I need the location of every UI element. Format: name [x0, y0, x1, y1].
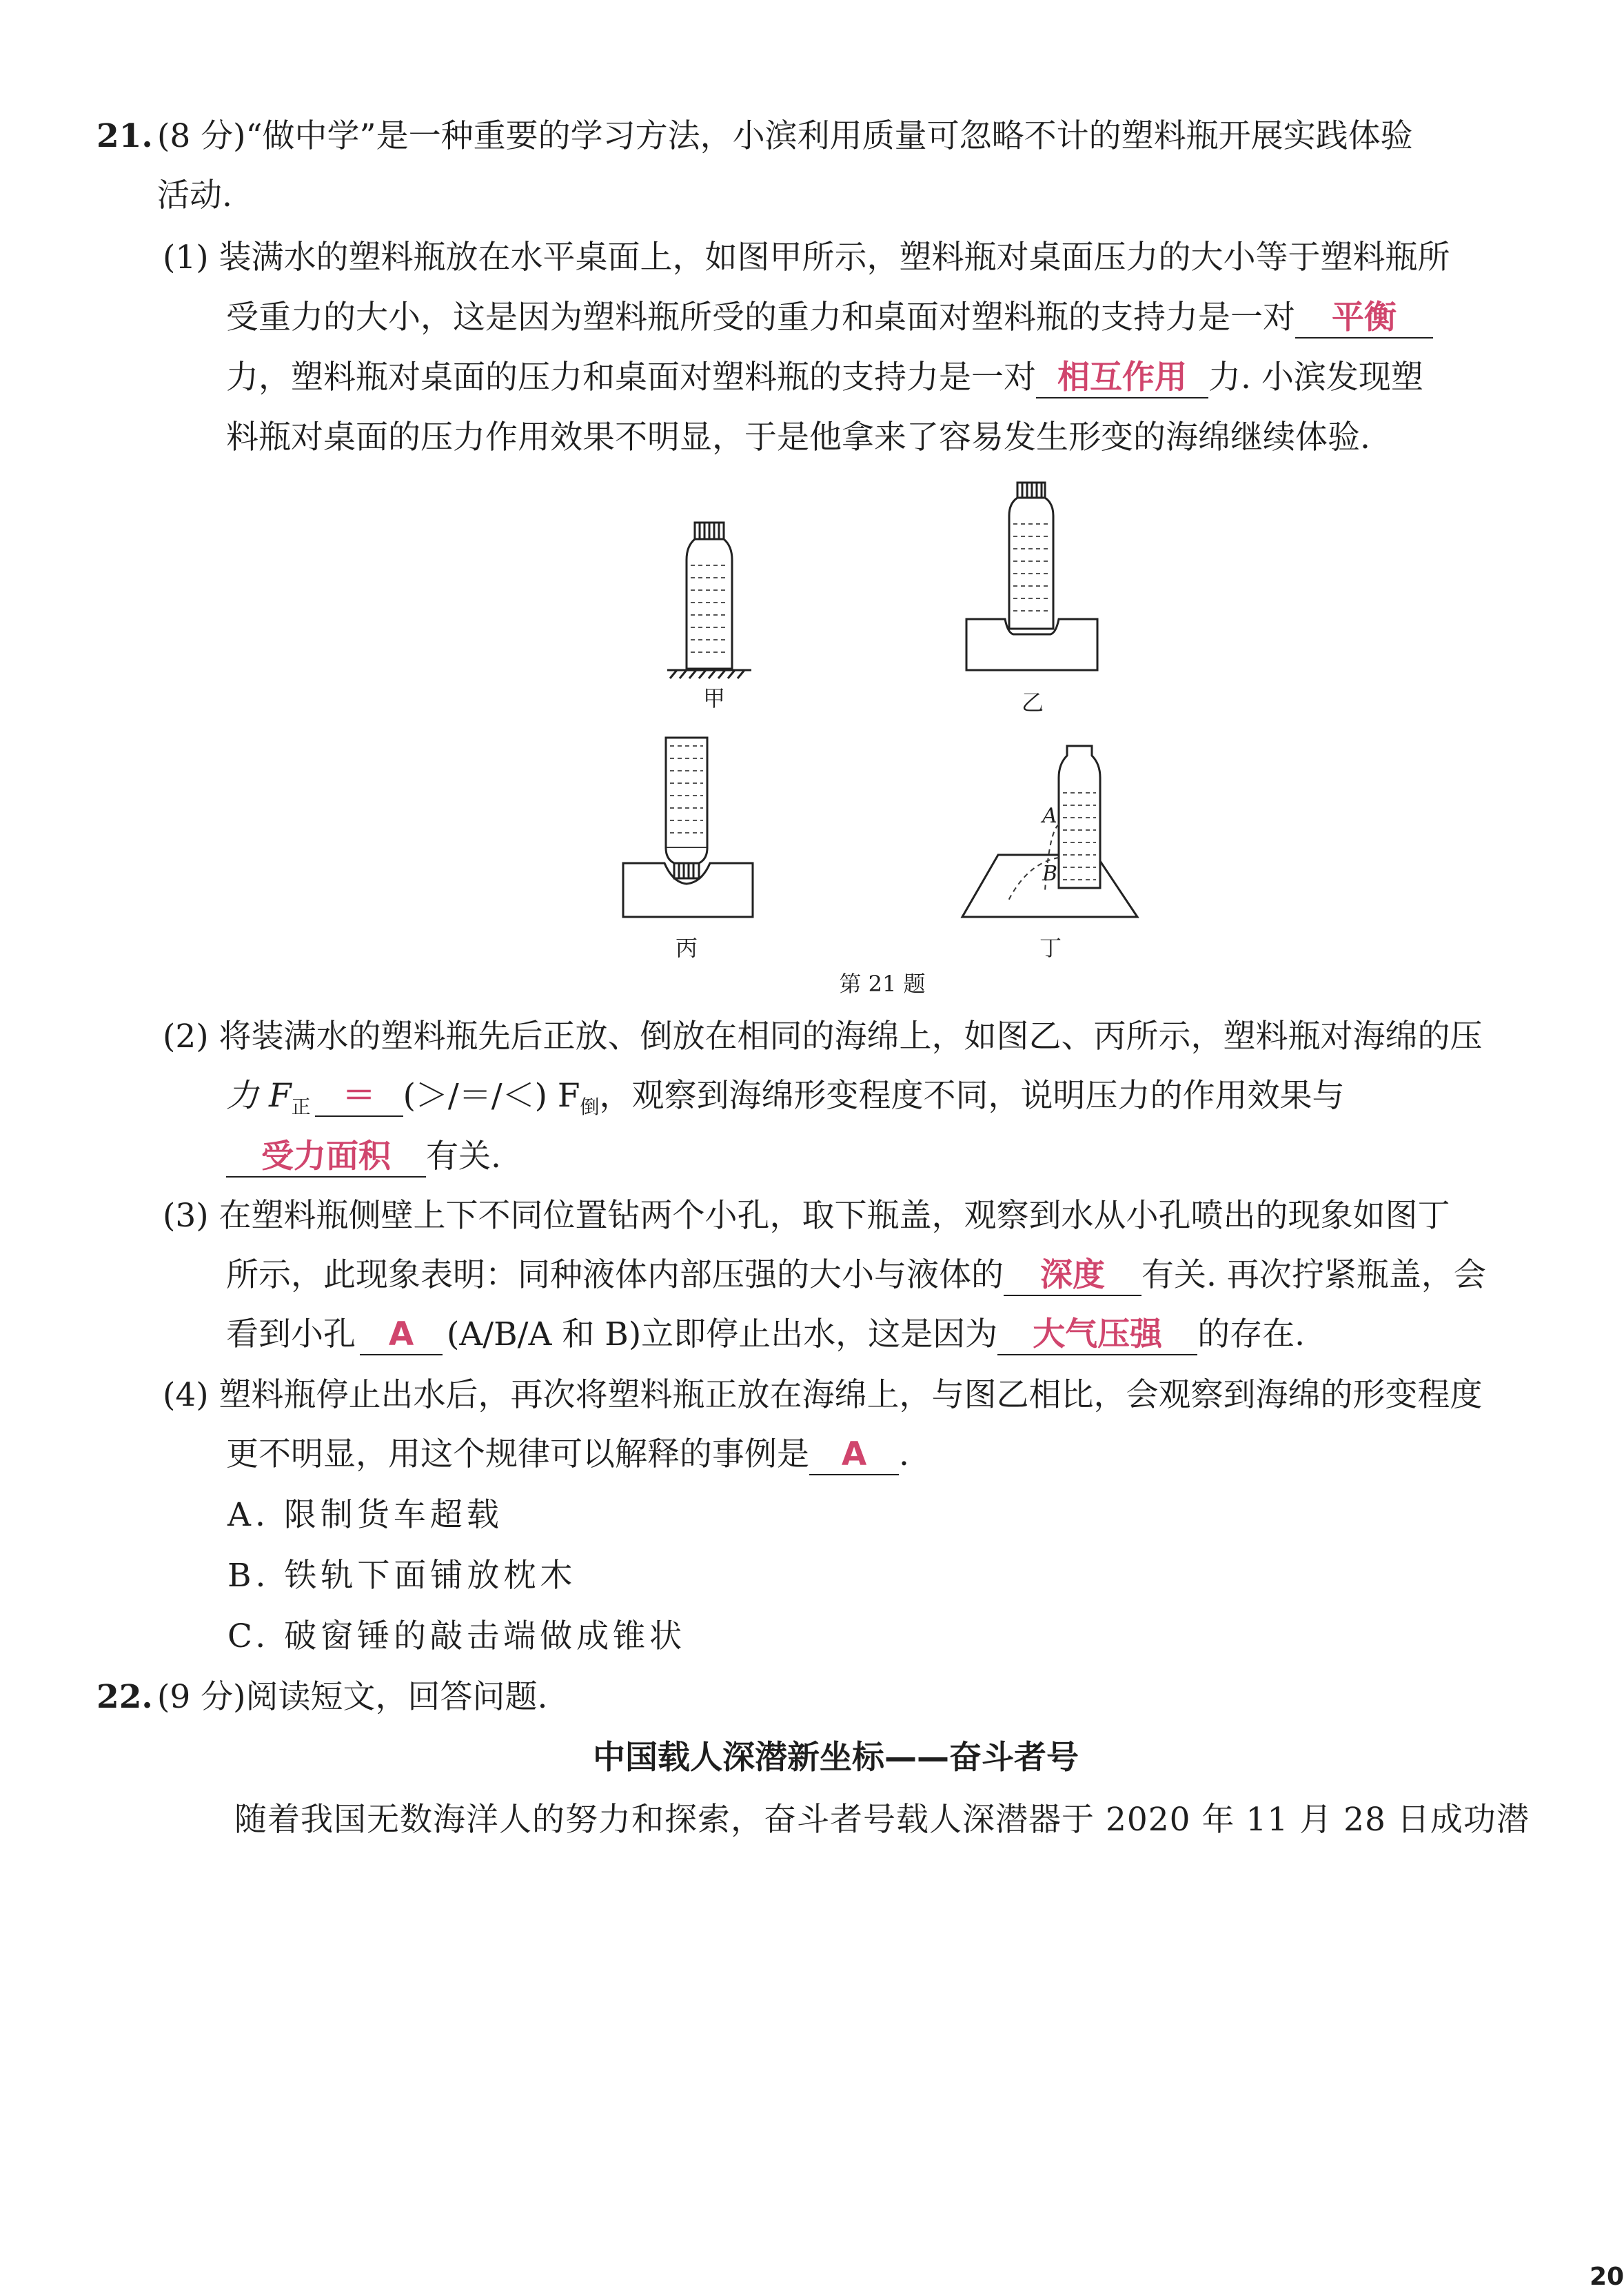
answer-blank-7: 大气压强	[997, 1315, 1197, 1355]
answer-blank-1: 平衡	[1295, 299, 1433, 339]
option-c: C. 破窗锤的敲击端做成锥状	[227, 1617, 687, 1655]
figure-label-jia: 甲	[702, 685, 725, 711]
q22-intro: (9 分)阅读短文，回答问题.	[157, 1678, 548, 1716]
q21-p4-line1: (4) 塑料瓶停止出水后，再次将塑料瓶正放在海绵上，与图乙相比，会观察到海绵的形变程度	[163, 1376, 1483, 1414]
q21-p2-line1: (2) 将装满水的塑料瓶先后正放、倒放在相同的海绵上，如图乙、丙所示，塑料瓶对海绵的压	[163, 1018, 1483, 1055]
q21-p3-text2a: 所示，此现象表明：同种液体内部压强的大小与液体的	[226, 1256, 1004, 1294]
subscript-dao: 倒	[580, 1095, 600, 1118]
q21-p1-text3a: 力，塑料瓶对桌面的压力和桌面对塑料瓶的支持力是一对	[226, 358, 1036, 396]
answer-blank-4: 受力面积	[226, 1138, 426, 1178]
subscript-zheng: 正	[291, 1095, 311, 1118]
q21-intro-line1: (8 分)“做中学”是一种重要的学习方法，小滨利用质量可忽略不计的塑料瓶开展实践体验	[157, 117, 1413, 155]
q21-p3-line3	[226, 1314, 1305, 1355]
q21-p3-text2b: 有关. 再次拧紧瓶盖，会	[1141, 1256, 1486, 1294]
figure-label-yi: 乙	[1021, 689, 1044, 716]
hole-label-a: A	[1042, 804, 1057, 828]
figure-jia-bottle	[687, 523, 732, 669]
q21-p3-line2	[226, 1255, 1486, 1296]
q21-p4-text2b: .	[899, 1435, 909, 1473]
q21-p1-text2: 受重力的大小，这是因为塑料瓶所受的重力和桌面对塑料瓶的支持力是一对	[226, 299, 1295, 336]
figure-label-ding: 丁	[1039, 935, 1062, 961]
hole-label-b: B	[1042, 862, 1058, 886]
figure-caption: 第 21 题	[839, 971, 926, 997]
option-b: B. 铁轨下面铺放枕木	[227, 1557, 577, 1595]
figure-ding-bottle	[1059, 746, 1100, 888]
q21-p1-text3b: 力. 小滨发现塑	[1208, 358, 1423, 396]
figure-bing-bottle	[666, 738, 707, 878]
option-a: A. 限制货车超载	[227, 1496, 503, 1534]
page-number: 20	[1590, 2263, 1624, 2291]
q22-body-line1: 随着我国无数海洋人的努力和探索，奋斗者号载人深潜器于 2020 年 11 月 28 日成功潜	[234, 1801, 1530, 1839]
figure-jia-table	[667, 670, 751, 678]
figure-yi-bottle	[1009, 483, 1053, 629]
q21-p3-text3a: 看到小孔	[226, 1315, 356, 1353]
q21-p2-text3: 有关.	[426, 1138, 501, 1175]
q21-p2-text2a: 力 F	[226, 1077, 292, 1115]
q21-p2-text2b: (＞/＝/＜) F	[403, 1077, 580, 1115]
q22-title: 中国载人深潜新坐标——奋斗者号	[593, 1739, 1079, 1777]
answer-blank-3: ＝	[315, 1077, 403, 1117]
q21-intro-line2: 活动.	[157, 176, 232, 214]
q21-p4-line2	[226, 1434, 909, 1475]
q21-p3-text3c: 的存在.	[1197, 1315, 1306, 1353]
q21-p3-text3b: (A/B/A 和 B)立即停止出水，这是因为	[447, 1315, 998, 1353]
q21-p4-text2a: 更不明显，用这个规律可以解释的事例是	[226, 1435, 809, 1473]
q22-number: 22.	[97, 1678, 153, 1716]
q21-p2-line3	[226, 1136, 501, 1178]
answer-blank-5: 深度	[1004, 1256, 1141, 1296]
q21-p3-line1: (3) 在塑料瓶侧壁上下不同位置钻两个小孔，取下瓶盖，观察到水从小孔喷出的现象如图丁	[163, 1197, 1450, 1235]
answer-blank-6: A	[360, 1315, 443, 1355]
figure-label-bing: 丙	[675, 935, 698, 961]
answer-blank-8: A	[809, 1435, 899, 1475]
q21-p2-text2c: ，观察到海绵形变程度不同，说明压力的作用效果与	[599, 1077, 1345, 1115]
q21-p2-line2	[226, 1075, 1345, 1121]
answer-blank-2: 相互作用	[1036, 358, 1208, 398]
q21-p1-line4: 料瓶对桌面的压力作用效果不明显，于是他拿来了容易发生形变的海绵继续体验.	[226, 418, 1370, 456]
q21-number: 21.	[97, 117, 153, 155]
q21-p1-line1: (1) 装满水的塑料瓶放在水平桌面上，如图甲所示，塑料瓶对桌面压力的大小等于塑料瓶所	[163, 239, 1450, 276]
